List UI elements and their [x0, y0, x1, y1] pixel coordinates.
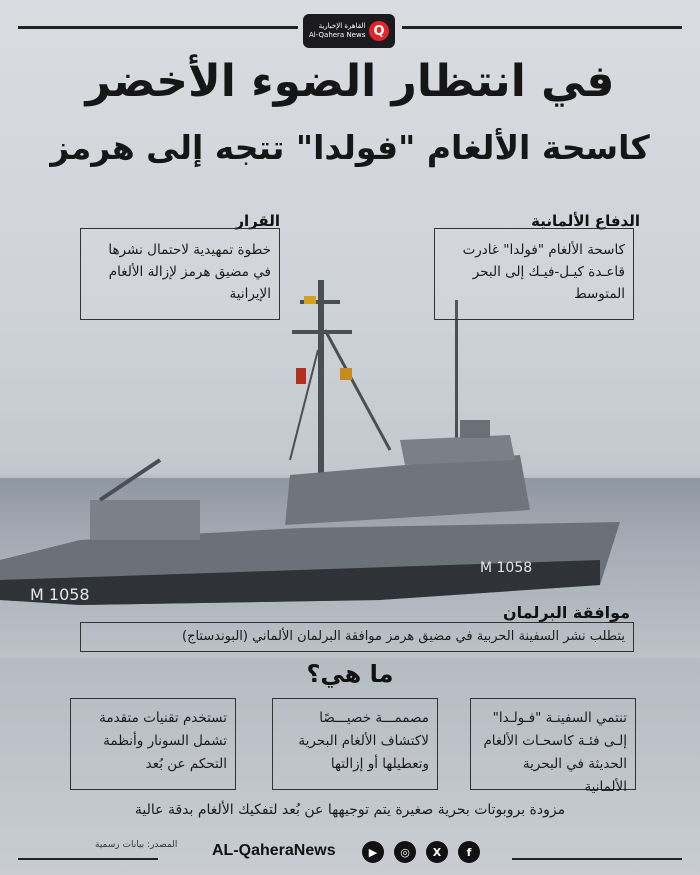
brand-name[interactable]: AL-QaheraNews: [212, 842, 336, 859]
logo-text-en: Al-Qahera News: [309, 31, 366, 39]
defense-text: كاسحة الألغام "فولدا" غادرت قاعـدة كيـل-فيـك إلى البحر المتوسط: [462, 242, 625, 302]
channel-logo[interactable]: [303, 14, 395, 48]
hull-number-bow: M 1058: [30, 585, 90, 604]
header-line-left: [18, 26, 298, 29]
hull-number-side: M 1058: [480, 560, 533, 576]
logo-text: [309, 22, 365, 40]
facebook-icon[interactable]: f: [458, 841, 480, 863]
youtube-icon[interactable]: ▶: [362, 841, 384, 863]
logo-mark-icon: Q: [369, 21, 389, 41]
parliament-title: موافقة البرلمان: [502, 603, 630, 622]
robots-note: مزودة بروبوتات بحرية صغيرة يتم توجيهها عن بُعد لتفكيك الألغام بدقة عالية: [134, 802, 566, 818]
info-card-1-text: تنتمي السفينـة "فـولـدا" إلـى فئـة كاسحـات الألغام الحديثة في البحرية الألمانية: [483, 710, 627, 795]
what-is-title: ما هي؟: [306, 660, 394, 688]
header-bar: [0, 10, 700, 40]
footer: [0, 838, 700, 868]
info-card-3-text: تستخدم تقنيات متقدمة تشمل السونار وأنظمة التحكم عن بُعد: [99, 710, 227, 772]
defense-title: الدفاع الألمانية: [531, 212, 640, 230]
x-icon[interactable]: X: [426, 841, 448, 863]
social-links: [362, 841, 480, 863]
info-card-2-text: مصممـــة خصيـــصًا لاكتشاف الألغام البحرية وتعطيلها أو إزالتها: [298, 710, 429, 772]
decision-title: القرار: [235, 212, 280, 230]
defense-box: [434, 228, 634, 320]
logo-text-ar: القاهرة الإخبارية: [318, 22, 366, 30]
footer-line-right: [512, 858, 682, 860]
info-card-2: [272, 698, 438, 790]
page-title: في انتظار الضوء الأخضر: [85, 56, 615, 107]
instagram-icon[interactable]: ◎: [394, 841, 416, 863]
parliament-box: [80, 622, 634, 652]
page-subtitle: كاسحة الألغام "فولدا" تتجه إلى هرمز: [50, 128, 650, 167]
decision-box: [80, 228, 280, 320]
info-card-1: [470, 698, 636, 795]
footer-line-left: [18, 858, 158, 860]
info-card-3: [70, 698, 236, 790]
parliament-text: يتطلب نشر السفينة الحربية في مضيق هرمز موافقة البرلمان الألماني (البوندستاج): [182, 629, 625, 644]
source-note: المصدر: بيانات رسمية: [95, 840, 178, 850]
decision-text: خطوة تمهيدية لاحتمال نشرها في مضيق هرمز لإزالة الألغام الإيرانية: [108, 242, 271, 302]
header-line-right: [402, 26, 682, 29]
